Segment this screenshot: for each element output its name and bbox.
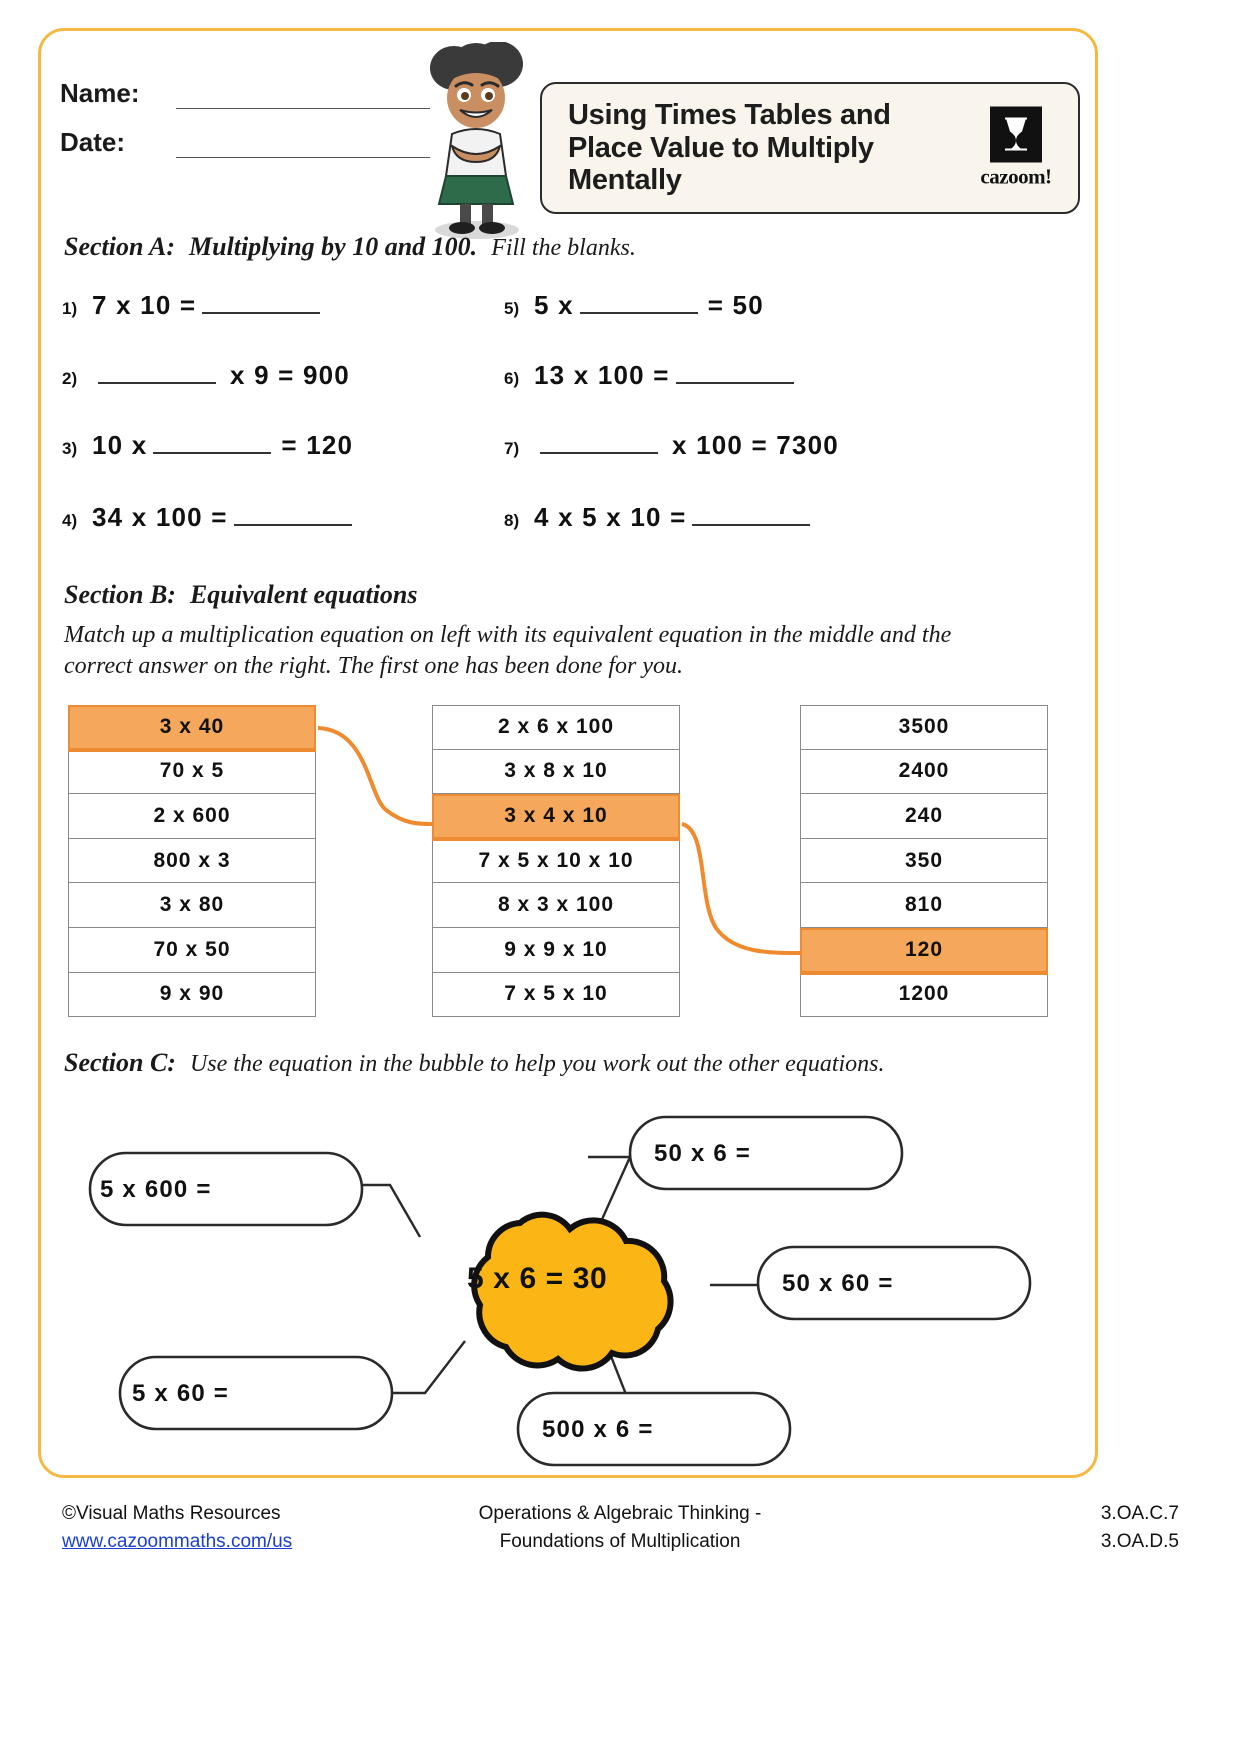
question-text-post: x 100 = 7300 <box>672 430 839 460</box>
name-input-line[interactable] <box>176 87 430 109</box>
question-7 <box>504 430 839 461</box>
question-number: 3) <box>62 439 78 458</box>
question-text-pre: 10 x <box>92 430 148 460</box>
match-cell-right-3[interactable]: 240 <box>800 794 1048 839</box>
section-a-label: Section A: <box>64 232 175 261</box>
section-b-topic: Equivalent equations <box>189 580 418 609</box>
section-b-heading <box>64 580 418 610</box>
section-c-heading <box>64 1048 885 1078</box>
question-8 <box>504 502 816 533</box>
answer-blank[interactable] <box>153 434 271 454</box>
answer-blank[interactable] <box>234 506 352 526</box>
question-3 <box>62 430 353 461</box>
section-a-topic: Multiplying by 10 and 100. <box>188 232 478 261</box>
question-number: 1) <box>62 299 78 318</box>
matching-column-middle <box>432 705 680 1017</box>
cazoom-logo-text: cazoom! <box>980 164 1052 189</box>
question-text-pre: 34 x 100 = <box>92 502 228 532</box>
section-c-label: Section C: <box>64 1048 176 1077</box>
question-number: 4) <box>62 511 78 530</box>
question-number: 8) <box>504 511 520 530</box>
section-b-instructions: Match up a multiplication equation on left with its equivalent equation in the middle and the correct answer on the right. The first one has been done for you. <box>64 622 952 679</box>
name-label: Name: <box>60 78 140 108</box>
match-cell-right-7[interactable]: 1200 <box>800 973 1048 1018</box>
worksheet-header <box>60 60 1080 220</box>
match-cell-right-6[interactable]: 120 <box>800 928 1048 973</box>
bubble-label-left-upper[interactable]: 5 x 600 = <box>100 1176 212 1203</box>
question-text-post: = 50 <box>707 290 764 320</box>
match-cell-middle-2[interactable]: 3 x 8 x 10 <box>432 750 680 795</box>
footer-right <box>1101 1500 1179 1555</box>
question-text-pre: 4 x 5 x 10 = <box>534 502 687 532</box>
question-number: 2) <box>62 369 78 388</box>
match-cell-left-7[interactable]: 9 x 90 <box>68 973 316 1018</box>
footer-code-1: 3.OA.C.7 <box>1100 1503 1179 1524</box>
answer-blank[interactable] <box>540 434 658 454</box>
answer-blank[interactable] <box>676 364 794 384</box>
match-cell-middle-6[interactable]: 9 x 9 x 10 <box>432 928 680 973</box>
question-4 <box>62 502 358 533</box>
match-cell-left-1[interactable]: 3 x 40 <box>68 705 316 750</box>
match-cell-middle-3[interactable]: 3 x 4 x 10 <box>432 794 680 839</box>
match-cell-left-6[interactable]: 70 x 50 <box>68 928 316 973</box>
match-cell-right-5[interactable]: 810 <box>800 883 1048 928</box>
match-cell-right-1[interactable]: 3500 <box>800 705 1048 750</box>
question-number: 5) <box>504 299 520 318</box>
match-cell-right-2[interactable]: 2400 <box>800 750 1048 795</box>
question-number: 6) <box>504 369 520 388</box>
match-cell-right-4[interactable]: 350 <box>800 839 1048 884</box>
bubble-label-left-lower[interactable]: 5 x 60 = <box>132 1380 230 1407</box>
match-cell-left-3[interactable]: 2 x 600 <box>68 794 316 839</box>
question-2 <box>62 360 350 391</box>
match-cell-left-4[interactable]: 800 x 3 <box>68 839 316 884</box>
answer-blank[interactable] <box>692 506 810 526</box>
footer-center <box>420 1500 820 1555</box>
match-cell-middle-4[interactable]: 7 x 5 x 10 x 10 <box>432 839 680 884</box>
name-date-block <box>60 78 430 176</box>
matching-column-left <box>68 705 316 1017</box>
cazoom-logo-icon <box>990 107 1042 163</box>
student-character-illustration <box>412 42 542 242</box>
section-a-questions <box>62 280 1062 550</box>
question-text-post: = 120 <box>281 430 354 460</box>
footer-left <box>62 1500 292 1555</box>
matching-column-right <box>800 705 1048 1017</box>
cloud-equation-label: 5 x 6 = 30 <box>467 1262 608 1295</box>
section-a-instruction: Fill the blanks. <box>491 235 636 261</box>
bubble-label-top-right[interactable]: 50 x 6 = <box>654 1140 752 1167</box>
footer-website-link[interactable]: www.cazoommaths.com/us <box>62 1530 293 1552</box>
section-b-label: Section B: <box>64 580 176 609</box>
footer-code-2: 3.OA.D.5 <box>1100 1530 1179 1552</box>
match-cell-middle-5[interactable]: 8 x 3 x 100 <box>432 883 680 928</box>
section-a-heading <box>64 232 636 262</box>
question-number: 7) <box>504 439 520 458</box>
cazoom-logo <box>968 107 1064 190</box>
footer-standard-line1: Operations & Algebraic Thinking - <box>478 1503 762 1524</box>
question-text-post: x 9 = 900 <box>230 360 350 390</box>
matching-tables <box>68 705 1058 1017</box>
match-cell-middle-7[interactable]: 7 x 5 x 10 <box>432 973 680 1018</box>
date-input-line[interactable] <box>176 136 430 158</box>
match-cell-middle-1[interactable]: 2 x 6 x 100 <box>432 705 680 750</box>
footer-standard-line2: Foundations of Multiplication <box>499 1530 741 1552</box>
section-c-content <box>62 1100 1062 1480</box>
page-title: Using Times Tables and Place Value to Multiply Mentally <box>568 99 891 197</box>
question-text-pre: 13 x 100 = <box>534 360 670 390</box>
worksheet-footer <box>0 1500 1241 1580</box>
worksheet-title-box <box>540 82 1080 214</box>
question-text-pre: 7 x 10 = <box>92 290 197 320</box>
bubble-label-bottom[interactable]: 500 x 6 = <box>542 1416 654 1443</box>
question-text-pre: 5 x <box>534 290 574 320</box>
date-label: Date: <box>60 127 126 157</box>
match-cell-left-5[interactable]: 3 x 80 <box>68 883 316 928</box>
question-5 <box>504 290 764 321</box>
answer-blank[interactable] <box>202 294 320 314</box>
match-cell-left-2[interactable]: 70 x 5 <box>68 750 316 795</box>
footer-copyright: ©Visual Maths Resources <box>62 1503 281 1524</box>
question-6 <box>504 360 800 391</box>
bubble-label-right-middle[interactable]: 50 x 60 = <box>782 1270 894 1297</box>
question-1 <box>62 290 326 321</box>
name-row <box>60 78 430 109</box>
answer-blank[interactable] <box>98 364 216 384</box>
date-row <box>60 127 430 158</box>
answer-blank[interactable] <box>580 294 698 314</box>
section-c-instruction: Use the equation in the bubble to help you work out the other equations. <box>189 1051 885 1077</box>
